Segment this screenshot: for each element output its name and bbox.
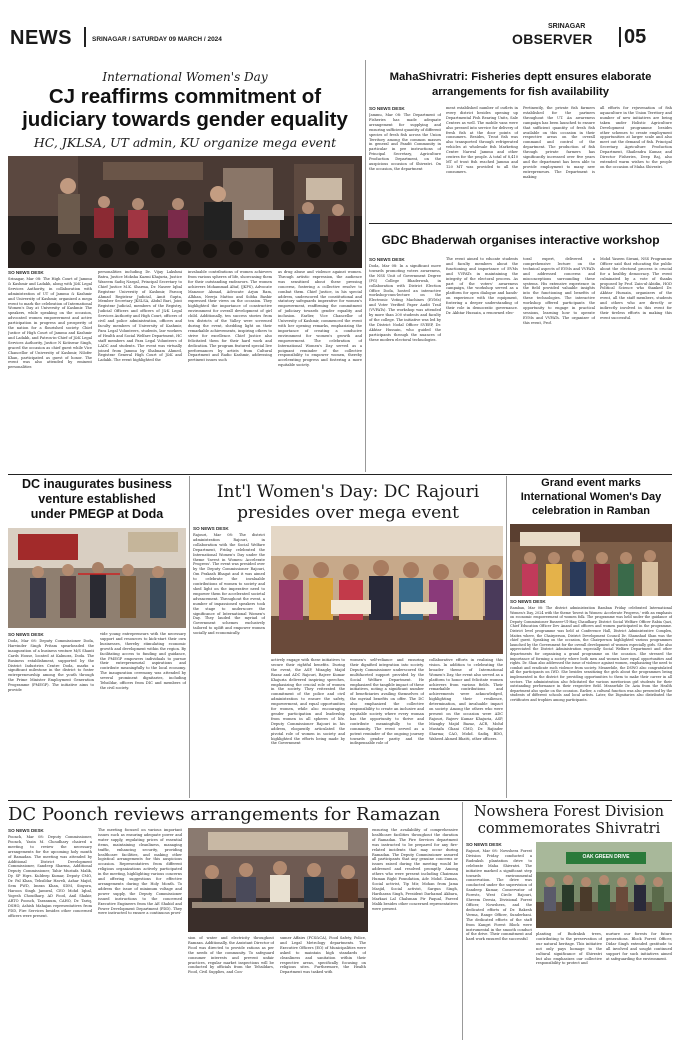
story3-byline: SO NEWS DESK (369, 257, 405, 262)
story3-headline: GDC Bhaderwah organises interactive workshop (381, 234, 660, 247)
story2-headline-line2: arrangements for fish availability (431, 86, 610, 98)
story1-photo-graphic (8, 156, 362, 268)
rule-after-fisheries (369, 223, 672, 224)
story2-col3-text: Pertinently, the private fish farmers established for the partners throughout the UT. An awareness campaign has been launched to ensure that sufficient quantity of fresh fish available on this occasion in their respective areas on the overall command and control of the department. The production of fish through private farmers has significantly increased over five years and the department has been able to provide employment to many new entrepreneurs. The Department is making (523, 106, 595, 179)
story1-headline-line1: CJ reaffirms commitment of (48, 86, 322, 108)
story5-col1 (193, 526, 265, 798)
story7-col3-text: sion of water and electricity throughout Ramzan. Additionally, the Assistant Director of Food was directed to provide rations as per the needs of the community. To safeguard consumer interests and prevent unfair practices, regular market inspections will be conducted by officials from the Tehsildars, Food, Civil Supplies, and Con- (188, 936, 274, 975)
story5-col4-text: collaborative efforts in realizing this vision. In addition to celebrating the broader theme of International Women's Day, the event also served as a platform to honor and felicitate women achievers from various fields. Their remarkable contributions and achievements were acknowledged, highlighting their resilience, determination, and invaluable impact on society. Among the others who were present on the occasion were ADC Rajouri, Rajeev Kumar Khajuria, ASP, Mizaghy Majid Bazaz, ACR, Mohd Mustafa Ghani CMO, Dr. Rajinder Sharma; CAO, Mohd. Sadiq, BDO, Waheed Ahmed Bhatti, other officers. (429, 658, 503, 741)
story-dc-doda-pmegp (8, 478, 186, 798)
story7-headline: DC Poonch reviews arrangements for Ramazan (8, 804, 441, 825)
story7-photo (188, 828, 368, 932)
story5-col1-text: Rajouri, Mar 08: The district administration Rajouri, in collaboration with the Social Welfare Department, Friday celebrated the International Women's Day under the theme 'Invest in Women: Accelerate Progress'. The event was presided over by the Deputy Commissioner Rajouri, Om Prakash Bhagat and it was aimed to celebrate the invaluable contributions of women to society and shed light on the imperative need to empower them for accelerated societal advancement. Throughout the event, a number of impassioned speakers took the stage to underscore the significance of International Women's Day. They lauded the myriad of Government schemes exclusively tailored to uplift and empower women socially and economically. (193, 533, 265, 636)
story1-col3-text: invaluable contributions of women achievers from various spheres of life, showcasing them for their outstanding endeavors. The women achievers Mohammad Altaf, (JKPS), Advocate Manzoor Ahmad, Advocate Arjun Ram, Alhhan, Neerja Mattoo and Sobha Bashir expressed their views on the occasion. They highlighted the importance of constructive environment for overall development of girl child. Additionally, ten success stories from ten districts of the Valley were screened during the event, shedding light on their remarkable achievements, inspiring others to strive for excellence. Chief Justice also felicitated them for their hard work and dedication. The program featured special live performances by artists from Cultural Department and Radio Kashmir, addressing pertinent issues such (188, 270, 272, 363)
story8-col2 (536, 932, 602, 1040)
rule-middle-band (8, 474, 672, 475)
story6-body-text: Ramban, Mar 08: The district administration Ramban Friday celebrated International Women's Day, 2024 with the theme 'Invest in Women: Accelerate Progress,' with an emphasis on economic empowerment of women folk. The programme was held under the guidance of Deputy Commissioner Basseer-Ul-Haq Chaudhary. District Social Welfare Officer Rabia Qazi, Chief Education Officer Dev Anand and officers and women participated in the programme. District level programme was held at Conference Hall, District Administrative Complex, Maitra where, the Chairperson, District Development Council Dr. Shamshad Shan was the chief guest. Speaking on the occasion, the Chairperson highlighted various programmes launched by the Government for the overall development of women especially girls. She also appreciated the District Administration especially Social Welfare Department and other departments for organizing a grand programme on the occasion. She stressed the importance of forming a society where both men and women have equal opportunities and rights. Dr. Shan also addressed the issue of violence against women, emphasizing the need to combat and eradicate such violence from society. Meanwhile, the DSWO also congratulated all the participants on IWD. She besides sensitizing the girls about the programmes being implemented in the district for providing opportunities to them to make their career in all sectors. The administration also felicitated the various meritorious girl students for their outstanding performance in their respective field. Meanwhile Dr. Azia from the Health department also spoke on the occasion. Earlier, a cultural function was also presented by the students of different schools and local artists. Later, the Dignitaries also distributed the certificates and trophies among participants. (510, 606, 672, 702)
story5-byline: SO NEWS DESK (193, 526, 229, 531)
story6-col1 (510, 599, 672, 798)
story4-headline-line2: venture established (38, 493, 156, 506)
story7-col1-text: Poonch, Mar 08: Deputy Commissioner, Poonch, Yasin M. Choudhary chaired a meeting to review the necessary arrangements for the upcoming holy month of Ramadan. The meeting was attended by Additional District Development Commissioner, Sandeep Sharma, Additional Deputy Commissioner, Tahir Mustafa Malik, Dy. SP Hqrs. Kuldeep Kumar, Deputy CMO, Dr. Pal Khan, Tehsildar Haveli, Azhar Majid, Sem PWD, Imran Khan, SDM, Sinyora, Haroon Singh Jamwal, CEO Mohd Iqbal, Yogesh Choudhary, AD Food, Anil Shakir, ARTO Poonch, Tarannum, CAHO, Dr. Tariq, DSHO, Ashish Mahajan representatives from PDD, Fire Services besides other concerned officers were present. (8, 835, 92, 918)
story7-col5 (372, 828, 458, 1040)
story1-byline: SO NEWS DESK (8, 270, 44, 275)
story1-headline-line2: judiciary towards gender equality (22, 109, 348, 131)
vertical-divider-top (365, 60, 366, 472)
story4-col1-text: Doda, Mar 08: Deputy Commissioner Doda, Harvinder Singh Pritam spearheaded the inauguration of a business venture M/S Shanti Cards House, located at Kalmora, Doda. The Business establishment, supported by the District Industries Centre Doda, marks a significant milestone in the district to foster entrepreneurship among the youth through the Prime Minister Employment Generation Programme (PMEGP). The initiative aims to provide (8, 639, 94, 693)
masthead-divider-left (84, 27, 86, 47)
story2-col4-text: all efforts for rejuvenation of fish aquaculture in the Union Territory and number of new initiatives are being taken under Holistic Agriculture Development programme besides other schemes to create employment opportunities at larger scale and also meet out the demand of fish. Principal Secretary, Agriculture Production Department, Shailendra Kumar, and Director Fisheries, Deep Raj, also extended warm wishes to the people on the occasion of Maha Shivratri. (600, 106, 672, 169)
story1-body (8, 270, 362, 474)
story7-col5-text: ensuring the availability of comprehensive healthcare facilities throughout the duration of Ramadan. The Fire Services department was instructed to be prepared for any fire-related incidents that may occur during Ramadan. The Deputy Commissioner assured all participants that any genuine concerns or issues raised during the meeting would be addressed and resolved promptly. Among others who were present including Chairman Human Right Foundation, Adv. Mohd. Zaman, Social activist, Tip Mir, Mohan from Jama Masjid, Social activist, Sargun Singh, Hariharan Singh, President Darhamul Akbara, Markazi Lal Chalsman Pir Faqual, Fareed Malik besides other concerned representatives were present. (372, 828, 458, 911)
story3-col4-text: Mohd Yaseen Siwani, NSS Programme Officer said that educating the public about the electoral process is crucial for a healthy democracy. The event culminated by a vote of thanks proposed by Prof. Zain-ul-Abidin, HOD Political Science who thanked Dr. Akhtar Hussain, organizers of the event, all the staff members, students and others who are directly or indirectly involved in this event for their tireless efforts in making this event successful. (600, 257, 672, 320)
story6-headline-line1: Grand event marks (541, 478, 641, 489)
story-gdc-bhaderwah (369, 226, 672, 472)
story-cj-womens-day (8, 62, 362, 474)
story6-byline: SO NEWS DESK (510, 599, 546, 604)
story2-col1-text: Jammu, Mar 08: The Department of Fisheries has made adequate arrangement for supplying and ensuring sufficient quantity of different species of fresh fish across the Union Territory among the common masses in general and Pandit Community in particular in pre instructions of Principal Secretary, Agriculture Production Department, on the auspicious occasion of Shivratri. On the occasion, the department (369, 113, 441, 171)
story3-col3-text: toral expert, delivered a comprehensive lecture on the technical aspects of EVMs and VVPATs and addressed concerns and misconceptions surrounding these systems. His extensive experience in the field provided valuable insights into the functioning and benefits of these technologies. The interactive workshop offered participants the opportunity to engage in practical sessions, learning how to operate EVMs and VVPATs. The organizer of this event, Prof. (523, 257, 595, 325)
story8-headline-line2: commemorates Shivratri (477, 821, 661, 837)
story2-col2-text: ment established number of outlets in every district besides opening up Departmental Fish Rearing Units, Sale Centers as well. The mobile vans were also pressed into service for delivery of fresh fish at the door points of consumers. Besides, Trout fish was also transported through refrigerated vehicles at wholesale fish Marketing Centre Narwal Jammu and other centres for the people. A total of 8,410 MT of trout fish reached Jammu and 120 MT was provided to all the consumers. (446, 106, 518, 174)
story4-byline: SO NEWS DESK (8, 632, 44, 637)
section-label: NEWS (10, 27, 72, 48)
vertical-divider-left-mid (189, 476, 190, 798)
story4-photo (8, 528, 186, 628)
story1-kicker: International Women's Day (102, 70, 268, 84)
story8-col1 (466, 842, 532, 1040)
story1-col4-text: as drug abuse and violence against women. Through artistic expression, the audience was sensitized about these pressing concerns, fostering a collective resolve to combat them. Chief Justice, in his special address, underscored the constitutional and statutory safeguards imperative for women's empowerment, reaffirming the commitment of judiciary towards gender equality and inclusion. Earlier, Vice Chancellor of University of Kashmir, commenced the event with her opening remarks, emphasizing the importance of creating a conducive environment for women's growth and empowerment. The celebration of International Women's Day served as a poignant reminder of the collective responsibility to empower women, thereby accelerating progress and fostering a more equitable society. (278, 270, 362, 368)
story7-col3 (188, 936, 274, 1040)
story8-col3-text: nurture our forests for future generations. Block Forest Officer, Didar Singh extended gratitude to all involved and sought continued support for such initiatives aimed at safeguarding the environment. (606, 932, 672, 961)
story2-col4 (600, 106, 672, 220)
story3-col4 (600, 257, 672, 472)
story7-col4 (280, 936, 366, 1040)
story5-col3 (350, 658, 424, 798)
story8-photo-banner-text: OAK GREEN DRIVE (582, 854, 630, 860)
story8-headline-line1: Nowshera Forest Division (473, 804, 664, 820)
story8-col1-text: Rajouri, Mar 08: Nowshera Forest Division Friday conducted a Rudraksh plantation drive to celebrate Maha Shivratri. The initiative marked a significant step towards environmental conservation. The drive was conducted under the supervision of Sandeep Kumar, Conservator of Forests, West Circle Rajouri, Shreem Deesia, Divisional Forest Officer, Nowshera, and the dedicated efforts of Dr. Rakesh Verma, Range Officer, Sunderbani. The dedicated efforts of the staff from Kangri Forest Block were instrumental in the smooth conduct of the drive. Their commitment and hard work ensured the successful (466, 849, 532, 942)
story6-headline-line3: celebration in Ramban (532, 506, 650, 517)
story-ramban-womens-day (510, 478, 672, 798)
story7-col2-text: The meeting focused on various important issues such as ensuring adequate power and water supply, regulating prices of essential items, maintaining cleanliness, managing traffic, enhancing security, providing healthcare facilities, and making other logistical arrangements for this auspicious occasion. Representatives from different religious organizations actively participated in the meeting, highlighting various concerns and offering suggestions for effective arrangements during the Holy Month. To address the issue of minimum voltage and power supply, the Deputy Commissioner issued instructions to the concerned Executive Engineers from the AE Shahid and Power Development Department (PDD). They were instructed to ensure a continuous provi- (98, 828, 182, 916)
story2-byline: SO NEWS DESK (369, 106, 405, 111)
story4-col2 (100, 632, 186, 798)
story2-col2 (446, 106, 518, 220)
story3-col3 (523, 257, 595, 472)
story6-headline-line2: International Women's Day (520, 492, 662, 503)
story1-col2-text: personalities including Dr. Vijay Lakshmi Batra, Justice Moksha Kazmi Khajuria, Justice Waseem Sadiq Nargal, Principal Secretary to Chief Justice M.K. Sharma, Dr. Naseer Iqbal Registrar University of Kashmir, Farooq Ahmad Registrar Judicial, Amit Gupta, Member Secretary JKSLSA, Abdul Bari, Joint Registrar Judicial, members of the Registry, Judicial Officers and officers of J&K Legal Services Authority and High Court, officers of civil and police administration, officers and faculty members of University of Kashmir, Para Legal Volunteers, students, law workers of Health and Social Welfare Department, HC staff members and Para Legal Volunteers of LADC and students. The event was virtually joined from Jammu by Shabnam Ahmed, Registrar General High Court of J&K and Ladakh. The event highlighted the (98, 270, 182, 363)
story1-col3 (188, 270, 272, 474)
story-dc-poonch-ramazan (8, 804, 458, 1040)
story7-col4-text: sumer Affairs (FCS&CA), Food Safety, Police, and Legal Metrology departments. The Executive Officers (EO) of Municipalities were asked to maintain high standards of cleanliness and sanitation within their respective areas, specifically focusing on religious sites. Furthermore, the Health Department was tasked with (280, 936, 366, 975)
paper-name: OBSERVER (512, 31, 593, 47)
story6-photo (510, 524, 672, 596)
paper-top: SRINAGAR (548, 23, 586, 30)
story3-col2 (446, 257, 518, 472)
story2-col1 (369, 106, 441, 220)
story1-col1-text: Srinagar, Mar 08: The High Court of Jammu & Kashmir and Ladakh, along with J&K Legal Services Authority, in collaboration with administration of UT of Jammu & Kashmir and University of Kashmir, organized a mega event to mark the celebration of International Women's Day at University of Kashmir. The speakers, while speaking on the occasion, advocated women empowerment and active participation in progress and prosperity of the nation for a flourished society. Chief Justice of High Court of Jammu and Kashmir and Ladakh, and Patron-in-Chief of J&K Legal Services Authority, Justice N Kotiswar Singh, graced the occasion as chief guest while Vice Chancellor of University of Kashmir, Nilofer Khan, participated as guest of honor. The event was also attended by eminent personalities (8, 277, 92, 370)
story-dc-rajouri-womens-day (193, 478, 503, 798)
story3-col1-text: Doda, Mar 08: In a significant move towards promoting voters awareness, the NSS Unit of Government Degree (PG) College Bhaderwah, in collaboration with District Election Office Doda, hosted an interactive workshop-cum-lecture on the Electronic Voting Machines (EVMs) and Voter Verified Paper Audit Trail (VVPATs). The workshop was attended by more than 200 students and faculty of the college. The initiative was led by the District Nodal Officer SVEEP, Dr. Akhtar Hussain, who guided the participants through the nuances of these modern electoral technologies. (369, 264, 441, 342)
story-fisheries-shivratri (369, 62, 672, 220)
story7-col2 (98, 828, 182, 1040)
story3-col2-text: The event aimed to educate students and faculty members about the functioning and importance of EVMs and VVPATs in maintaining the integrity of the electoral process. As part of the voters' awareness campaign, the workshop served as a platform for open dialogue and hands-on experience with the equipment, fostering a deeper understanding of their role in democratic governance. Dr. Akhtar Hussain, a renowned elec- (446, 257, 518, 315)
story7-byline: SO NEWS DESK (8, 828, 44, 833)
vertical-divider-right-mid (506, 476, 507, 798)
story1-col4 (278, 270, 362, 474)
story8-photo (536, 842, 672, 928)
rule-lower-band (8, 800, 672, 801)
story7-col1 (8, 828, 92, 1040)
masthead-divider-right (619, 27, 621, 47)
vertical-divider-bottom (462, 802, 463, 1040)
story5-headline-line2: presides over mega event (237, 503, 459, 523)
story5-photo-graphic (271, 526, 503, 654)
story5-col4 (429, 658, 503, 798)
masthead (0, 0, 680, 48)
story3-col1 (369, 257, 441, 472)
story5-headline-line1: Int'l Women's Day: DC Rajouri (216, 482, 480, 502)
story1-subhead: HC, JKLSA, UT admin, KU organize mega event (33, 135, 337, 150)
page-number: 05 (624, 26, 647, 48)
story1-col2 (98, 270, 182, 474)
story1-col1 (8, 270, 92, 474)
story2-headline-line1: MahaShivratri: Fisheries deptt ensures elaborate (389, 71, 652, 83)
story4-photo-graphic (8, 528, 186, 628)
story8-byline: SO NEWS DESK (466, 842, 502, 847)
story5-photo (271, 526, 503, 654)
story4-headline-line3: under PMEGP at Doda (30, 508, 164, 521)
story5-col2 (271, 658, 345, 798)
story-nowshera-forest-shivratri (466, 804, 672, 1040)
story6-photo-graphic (510, 524, 672, 596)
dateline: SRINAGAR / SATURDAY 09 MARCH / 2024 (92, 36, 222, 43)
story8-col3 (606, 932, 672, 1040)
story4-col2-text: vide young entrepreneurs with the necessary support and resources to kick-start their own businesses, thereby stimulating economic growth and development within the region. By facilitating access to funding and guidance, the PMEGP empowers individuals to pursue their entrepreneurial aspirations and contribute meaningfully to the local economy. The inauguration ceremony was attended by several prominent dignitaries, including Tehsildar, officers from DIC and members of the civil society. (100, 632, 186, 690)
story5-col3-text: women's self-reliance and ensuring their dignified integration into society. Deputy Commissioner underscored the multifaceted support provided by the Social Welfare Department. He emphasized the tangible impact of these initiatives, noting a significant number of beneficiaries availing themselves of the myriad benefits on offer. The DC also emphasized the collective responsibility to create an inclusive and equitable society where every woman has the opportunity to thrive and contribute meaningfully to the community. The event served as a potent reminder of the ongoing journey towards gender parity and the indispensable role of (350, 658, 424, 746)
story8-col2-text: planting of Rudraksh trees, contributing to the preservation of our natural heritage. This initiative not only pays homage to the cultural significance of Shivratri but also emphasizes our collective responsibility to protect and (536, 932, 602, 966)
story5-col2-text: actively engage with these initiatives to secure their rightful benefits. During the event, the ASP, Mizaghy Majid Bazaz and ADC Rajouri, Rajeev Kumar Khajuria delivered inspiring speeches, emphasizing the crucial role of women in the society. They reiterated the commitment of the police and civil administration to ensure the safety, empowerment, and equal opportunities for women, while also encouraging gender participation and leadership from women in all spheres of life. Deputy Commissioner Rajouri in his address, eloquently articulated the pivotal role of women in society and highlighted the efforts being made by the Government (271, 658, 345, 746)
story4-col1 (8, 632, 94, 798)
story2-col3 (523, 106, 595, 220)
story1-photo (8, 156, 362, 268)
story7-photo-graphic (188, 828, 368, 932)
story4-headline-line1: DC inaugurates business (21, 478, 173, 491)
